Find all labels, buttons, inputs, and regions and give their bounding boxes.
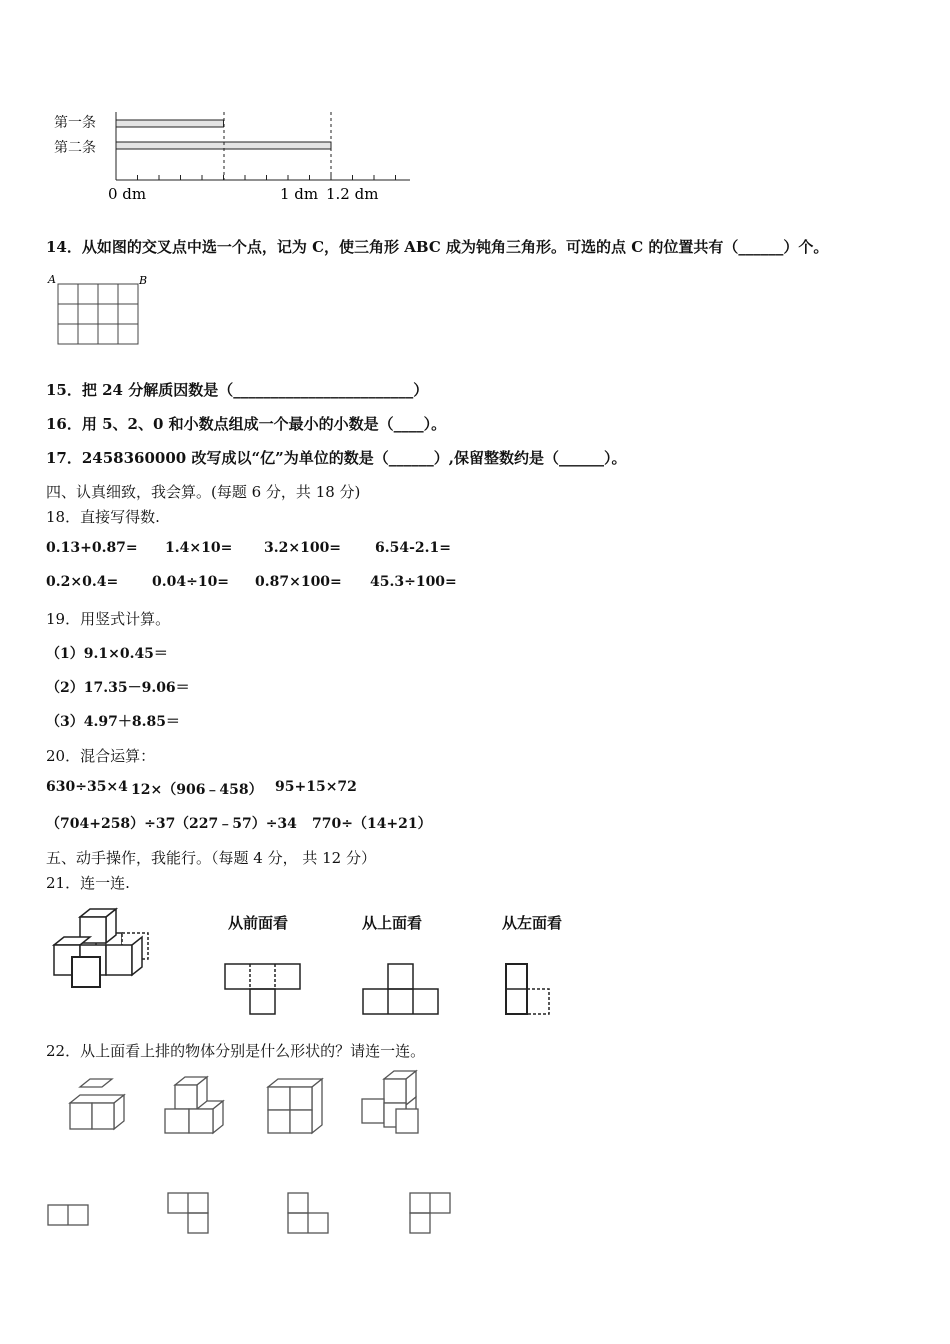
question-15: 15．把 24 分解质因数是（________________________） xyxy=(46,381,429,399)
view-label-top: 从上面看 xyxy=(362,914,423,932)
question-17: 17．2458360000 改写成以“亿”为单位的数是（______）,保留整数约是（______）。 xyxy=(46,449,627,467)
question-19-title: 19．用竖式计算。 xyxy=(46,610,171,628)
q22-solid-4 xyxy=(362,1071,418,1133)
point-b-label: B xyxy=(139,274,148,287)
q18-r1-c3: 3.2×100= xyxy=(264,540,342,556)
q18-r2-c1: 0.2×0.4= xyxy=(46,574,119,590)
q18-r2-c2: 0.04÷10= xyxy=(152,574,230,590)
question-22-title: 22．从上面看上排的物体分别是什么形状的？请连一连。 xyxy=(46,1042,426,1060)
question-16: 16．用 5、2、0 和小数点组成一个最小的小数是（____）。 xyxy=(46,415,447,433)
q22-view-2 xyxy=(168,1193,208,1233)
q19-item-3: （3）4.97＋8.85＝ xyxy=(46,714,180,730)
tick-label-1-2: 1.2 dm xyxy=(326,185,379,203)
front-view-shape xyxy=(220,960,310,1020)
tick-label-0: 0 dm xyxy=(108,185,147,203)
q22-view-4 xyxy=(410,1193,450,1233)
view-label-front: 从前面看 xyxy=(228,914,289,932)
section-5-title: 五、动手操作，我能行。（每题 4 分， 共 12 分） xyxy=(46,849,376,867)
cube-stack-figure xyxy=(40,905,170,1000)
q20-r1-c3: 95+15×72 xyxy=(275,779,357,795)
question-20-title: 20．混合运算： xyxy=(46,747,156,765)
grid-lines xyxy=(58,284,138,344)
q22-solids xyxy=(40,1065,460,1145)
q18-r2-c3: 0.87×100= xyxy=(255,574,342,590)
q18-r1-c1: 0.13+0.87= xyxy=(46,540,138,556)
q19-item-1: （1）9.1×0.45＝ xyxy=(46,646,168,662)
left-view-shape xyxy=(498,960,568,1020)
q20-r1-c1: 630÷35×4 xyxy=(46,779,128,795)
q20-r2-c2: （227﹣57）÷34 xyxy=(175,816,297,832)
question-18-title: 18．直接写得数. xyxy=(46,508,160,526)
question-14: 14．从如图的交叉点中选一个点，记为 C，使三角形 ABC 成为钝角三角形。可选的点 C 的位置共有（______）个。 xyxy=(46,238,829,256)
q20-r2-c3: 770÷（14+21） xyxy=(312,816,432,832)
ruler-svg xyxy=(0,100,450,210)
q22-solid-2 xyxy=(165,1077,223,1133)
label-second-strip: 第二条 xyxy=(54,140,96,156)
point-a-label: A xyxy=(48,273,56,286)
tick-label-1: 1 dm xyxy=(280,185,319,203)
q22-solid-3 xyxy=(268,1079,322,1133)
q22-view-1 xyxy=(48,1205,88,1225)
section-4-title: 四、认真细致，我会算。(每题 6 分，共 18 分) xyxy=(46,483,361,501)
q18-r1-c2: 1.4×10= xyxy=(165,540,233,556)
first-strip xyxy=(116,120,224,127)
question-21-title: 21．连一连. xyxy=(46,874,130,892)
q18-r2-c4: 45.3÷100= xyxy=(370,574,457,590)
ruler-ticks xyxy=(138,175,396,180)
q22-view-3 xyxy=(288,1193,328,1233)
q19-item-2: （2）17.35－9.06＝ xyxy=(46,680,190,696)
q20-r1-c2: 12×（906﹣458） xyxy=(131,782,263,798)
top-view-shape xyxy=(358,960,448,1020)
view-label-left: 从左面看 xyxy=(502,914,563,932)
q20-r2-c1: （704+258）÷37 xyxy=(46,816,176,832)
grid-figure xyxy=(44,270,164,350)
q22-top-views xyxy=(40,1185,460,1245)
q22-solid-1 xyxy=(70,1079,124,1129)
label-first-strip: 第一条 xyxy=(54,115,96,131)
q18-r1-c4: 6.54-2.1= xyxy=(375,540,451,556)
